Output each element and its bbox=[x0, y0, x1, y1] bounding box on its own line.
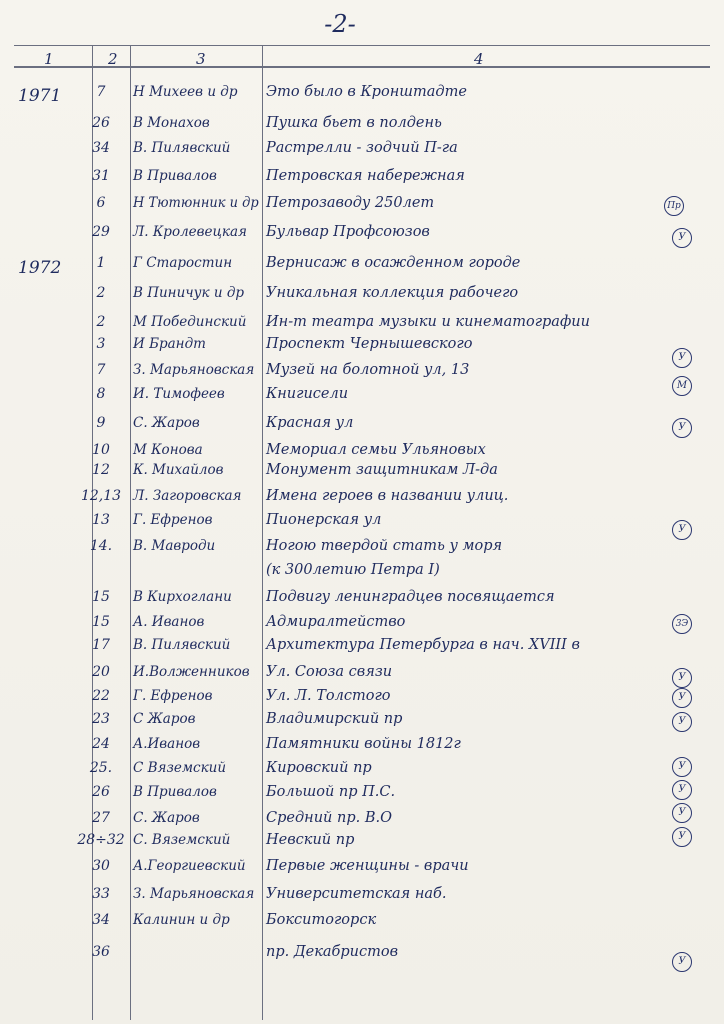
page-number: -2- bbox=[324, 10, 356, 38]
issue-number: 1 bbox=[96, 255, 106, 271]
issue-number: 33 bbox=[92, 886, 110, 902]
article-title: Вернисаж в осажденном городе bbox=[266, 255, 521, 271]
author: В Монахов bbox=[133, 115, 210, 131]
table-row bbox=[0, 944, 724, 978]
issue-number: 25. bbox=[89, 760, 113, 776]
author: З. Марьяновская bbox=[133, 362, 255, 378]
issue-number: 23 bbox=[92, 711, 110, 727]
article-title: Мемориал семьи Ульяновых bbox=[266, 442, 486, 458]
author: Г. Ефренов bbox=[133, 512, 213, 528]
top-rule bbox=[14, 45, 710, 46]
circled-mark: У bbox=[672, 228, 692, 248]
author: С. Вяземский bbox=[133, 832, 231, 848]
article-title: Бульвар Профсоюзов bbox=[266, 224, 430, 240]
article-title: Музей на болотной ул, 13 bbox=[266, 362, 470, 378]
author: Л. Загоровская bbox=[133, 488, 242, 504]
issue-number: 26 bbox=[92, 784, 110, 800]
article-title: Монумент защитникам Л-да bbox=[266, 462, 498, 478]
article-title: Владимирский пр bbox=[266, 711, 403, 727]
author: В Привалов bbox=[133, 784, 217, 800]
article-title: Проспект Чернышевского bbox=[266, 336, 473, 352]
article-title: Ин-т театра музыки и кинематографии bbox=[266, 314, 590, 330]
author: В Кирхоглани bbox=[133, 589, 232, 605]
column-header-1: 1 bbox=[44, 50, 54, 68]
circled-mark: У bbox=[672, 952, 692, 972]
circled-mark: У bbox=[672, 418, 692, 438]
article-title: Ул. Л. Толстого bbox=[266, 688, 391, 704]
circled-mark: У bbox=[672, 803, 692, 823]
issue-number: 14. bbox=[89, 538, 113, 554]
author: В. Пилявский bbox=[133, 140, 231, 156]
author: М Побединский bbox=[133, 314, 247, 330]
circled-mark: У bbox=[672, 520, 692, 540]
table-row bbox=[0, 912, 724, 946]
circled-mark: У bbox=[672, 827, 692, 847]
year-label: 1972 bbox=[18, 258, 62, 278]
article-title: Невский пр bbox=[266, 832, 355, 848]
issue-number: 34 bbox=[92, 912, 110, 928]
issue-number: 3 bbox=[96, 336, 106, 352]
article-title: Книгисели bbox=[266, 386, 349, 402]
circled-mark: Пр bbox=[664, 196, 684, 216]
article-title: Архитектура Петербурга в нач. XVIII в bbox=[266, 637, 580, 653]
article-title: Средний пр. В.О bbox=[266, 810, 392, 826]
issue-number: 2 bbox=[96, 285, 106, 301]
author: И.Волженников bbox=[133, 664, 250, 680]
author: В. Мавроди bbox=[133, 538, 216, 554]
article-title: Первые женщины - врачи bbox=[266, 858, 469, 874]
issue-number: 7 bbox=[96, 362, 106, 378]
issue-number: 29 bbox=[92, 224, 110, 240]
issue-number: 27 bbox=[92, 810, 110, 826]
issue-number: 6 bbox=[96, 195, 106, 211]
article-title: Имена героев в названии улиц. bbox=[266, 488, 509, 504]
article-title: Памятники войны 1812г bbox=[266, 736, 461, 752]
circled-mark: У bbox=[672, 348, 692, 368]
issue-number: 31 bbox=[92, 168, 110, 184]
article-title: Петрозаводу 250лет bbox=[266, 195, 435, 211]
author: Калинин и др bbox=[133, 912, 230, 928]
issue-number: 2 bbox=[96, 314, 106, 330]
article-title: Подвигу ленинградцев посвящается bbox=[266, 589, 555, 605]
table-row bbox=[0, 224, 724, 258]
article-title: Кировский пр bbox=[266, 760, 372, 776]
author: С Вяземский bbox=[133, 760, 227, 776]
issue-number: 12 bbox=[92, 462, 110, 478]
issue-number: 8 bbox=[96, 386, 106, 402]
issue-number: 15 bbox=[92, 589, 110, 605]
article-title: Петровская набережная bbox=[266, 168, 465, 184]
issue-number: 22 bbox=[92, 688, 110, 704]
author: А.Георгиевский bbox=[133, 858, 246, 874]
author: И Брандт bbox=[133, 336, 206, 352]
issue-number: 7 bbox=[96, 84, 106, 100]
table-row bbox=[0, 255, 724, 289]
author: Н Тютюнник и др bbox=[133, 195, 259, 211]
article-title: Университетская наб. bbox=[266, 886, 447, 902]
article-title: Адмиралтейство bbox=[266, 614, 406, 630]
issue-number: 20 bbox=[92, 664, 110, 680]
author: С Жаров bbox=[133, 711, 196, 727]
author: С. Жаров bbox=[133, 415, 200, 431]
issue-number: 13 bbox=[92, 512, 110, 528]
article-title: Растрелли - зодчий П-га bbox=[266, 140, 458, 156]
header-rule bbox=[14, 66, 710, 68]
article-title: Пионерская ул bbox=[266, 512, 382, 528]
author: Л. Кролевецкая bbox=[133, 224, 247, 240]
year-label: 1971 bbox=[18, 86, 62, 106]
circled-mark: 3Э bbox=[672, 614, 692, 634]
issue-number: 34 bbox=[92, 140, 110, 156]
issue-number: 30 bbox=[92, 858, 110, 874]
author: Н Михеев и др bbox=[133, 84, 238, 100]
author: И. Тимофеев bbox=[133, 386, 225, 402]
article-title: Красная ул bbox=[266, 415, 354, 431]
author: М Конова bbox=[133, 442, 203, 458]
author: В Привалов bbox=[133, 168, 217, 184]
circled-mark: М bbox=[672, 376, 692, 396]
author: В. Пилявский bbox=[133, 637, 231, 653]
author: А. Иванов bbox=[133, 614, 205, 630]
circled-mark: У bbox=[672, 780, 692, 800]
issue-number: 15 bbox=[92, 614, 110, 630]
issue-number: 24 bbox=[92, 736, 110, 752]
issue-number: 36 bbox=[92, 944, 110, 960]
issue-number: 17 bbox=[92, 637, 110, 653]
author: А.Иванов bbox=[133, 736, 201, 752]
circled-mark: У bbox=[672, 712, 692, 732]
column-header-4: 4 bbox=[474, 50, 484, 68]
article-title: Это было в Кронштадте bbox=[266, 84, 467, 100]
issue-number: 28÷32 bbox=[77, 832, 125, 848]
article-title: пр. Декабристов bbox=[266, 944, 399, 960]
author: З. Марьяновская bbox=[133, 886, 255, 902]
circled-mark: У bbox=[672, 668, 692, 688]
issue-number: 10 bbox=[92, 442, 110, 458]
article-title: Пушка бьет в полдень bbox=[266, 115, 442, 131]
author: В Пиничук и др bbox=[133, 285, 245, 301]
article-title: Уникальная коллекция рабочего bbox=[266, 285, 519, 301]
issue-number: 12,13 bbox=[80, 488, 122, 504]
author: С. Жаров bbox=[133, 810, 200, 826]
article-title: Ул. Союза связи bbox=[266, 664, 393, 680]
circled-mark: У bbox=[672, 757, 692, 777]
article-title: Ногою твердой стать у моря bbox=[266, 538, 503, 554]
article-title: Бокситогорск bbox=[266, 912, 377, 928]
article-title: (к 300летию Петра I) bbox=[266, 562, 440, 578]
author: К. Михайлов bbox=[133, 462, 224, 478]
author: Г. Ефренов bbox=[133, 688, 213, 704]
column-header-2: 2 bbox=[108, 50, 118, 68]
circled-mark: У bbox=[672, 688, 692, 708]
table-row bbox=[0, 84, 724, 118]
article-title: Большой пр П.С. bbox=[266, 784, 396, 800]
column-header-3: 3 bbox=[196, 50, 206, 68]
issue-number: 26 bbox=[92, 115, 110, 131]
issue-number: 9 bbox=[96, 415, 106, 431]
author: Г Старостин bbox=[133, 255, 233, 271]
